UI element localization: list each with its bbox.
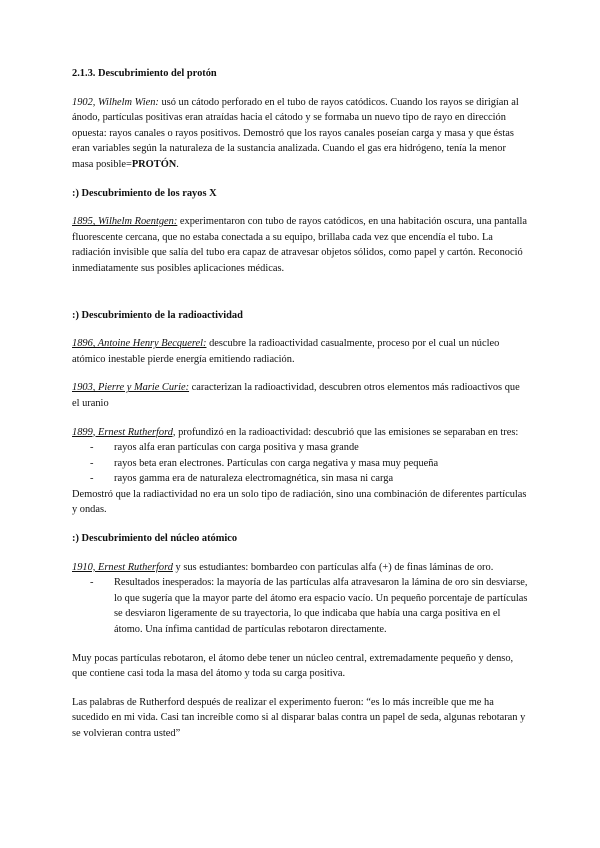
paragraph-text: caracterizan la radioactividad, descubren otros elementos más radioactivos que el uranio	[72, 382, 520, 409]
paragraph-rutherford-1910	[72, 560, 528, 576]
section-heading-nucleus: :) Descubrimiento del núcleo atómico	[72, 533, 238, 545]
paragraph-becquerel	[72, 336, 528, 367]
reference-roentgen: 1895, Wilhelm Roentgen:	[72, 216, 178, 228]
paragraph-roentgen	[72, 214, 528, 276]
section-heading-xrays: :) Descubrimiento de los rayos X	[72, 187, 217, 199]
paragraph-wien	[72, 95, 528, 173]
section-heading-radioactivity: :) Descubrimiento de la radioactividad	[72, 309, 243, 321]
paragraph-radiation-conclusion: Demostró que la radiactividad no era un solo tipo de radiación, sino una combinación de diferentes partículas y ondas.	[72, 488, 527, 516]
spacer	[72, 290, 528, 308]
results-list	[72, 575, 528, 637]
section-heading-proton: 2.1.3. Descubrimiento del protón	[72, 68, 217, 79]
paragraph-curie	[72, 380, 528, 411]
paragraph-rutherford-1899	[72, 425, 528, 441]
reference-becquerel: 1896, Antoine Henry Becquerel:	[72, 338, 207, 350]
proton-term: PROTÓN	[131, 158, 177, 170]
list-item: - rayos beta eran electrones. Partículas con carga negativa y masa muy pequeña	[90, 456, 528, 472]
reference-rutherford-1910: 1910, Ernest Rutherford	[72, 561, 173, 573]
list-item: - Resultados inesperados: la mayoría de las partículas alfa atravesaron la lámina de oro sin desviarse, lo que sugería que la mayor parte del átomo era espacio vacío. Un pequeño porcentaje de partículas se desviaron ligeramente de su trayectoria, lo que indicaba que había una carga positiva en el átomo. Una ínfima cantidad de partículas rebotaron directamente.	[90, 575, 528, 637]
spacer	[72, 638, 528, 651]
paragraph-text-end: .	[176, 158, 179, 170]
reference-rutherford-1899: 1899, Ernest Rutherford,	[72, 426, 176, 438]
paragraph-text: usó un cátodo perforado en el tubo de rayos catódicos. Cuando los rayos se dirigían al ánodo, partículas positivas eran atraídas hacia el cátodo y se formaba un nuevo tipo de rayo en dirección opuesta: rayos canales o rayos positivos. Demostró que los rayos canales poseían carga y masa y que éstas eran variables según la naturaleza de la sustancia analizada. Cuando el gas era hidrógeno, tenía la menor masa posible=	[72, 96, 519, 170]
paragraph-text: experimentaron con tubo de rayos catódicos, en una habitación oscura, una pantalla fluorescente cercana, que no estaba conectada a su equipo, brillaba cada vez que encendía el tubo. La radiación invisible que salía del tubo era capaz de atravesar objetos sólidos, como papel y cartón. Reconoció inmediatamente sus posibles aplicaciones médicas.	[72, 216, 528, 274]
emissions-list	[72, 440, 528, 487]
paragraph-text: y sus estudiantes: bombardeo con partículas alfa (+) de finas láminas de oro.	[172, 561, 494, 573]
paragraph-text: profundizó en la radioactividad: descubrió que las emisiones se separaban en tres:	[175, 426, 519, 438]
reference-wien: 1902, Wilhelm Wien:	[72, 96, 159, 108]
paragraph-text: descubre la radioactividad casualmente, proceso por el cual un núcleo atómico inestable pierde energía emitiendo radiación.	[72, 338, 500, 365]
list-item: - rayos alfa eran partículas con carga positiva y masa grande	[90, 440, 528, 456]
reference-curie: 1903, Pierre y Marie Curie:	[72, 382, 190, 394]
paragraph-nucleus-conclusion: Muy pocas partículas rebotaron, el átomo debe tener un núcleo central, extremadamente pequeño y denso, que contiene casi toda la masa del átomo y toda su carga positiva.	[72, 652, 514, 680]
paragraph-rutherford-quote: Las palabras de Rutherford después de realizar el experimento fueron: “es lo más increíble que me ha sucedido en mi vida. Casi tan increíble como si al disparar balas contra un papel de seda, algunas rebotaran y se volvieran contra usted”	[72, 696, 526, 739]
list-item: - rayos gamma era de naturaleza electromagnética, sin masa ni carga	[90, 471, 528, 487]
